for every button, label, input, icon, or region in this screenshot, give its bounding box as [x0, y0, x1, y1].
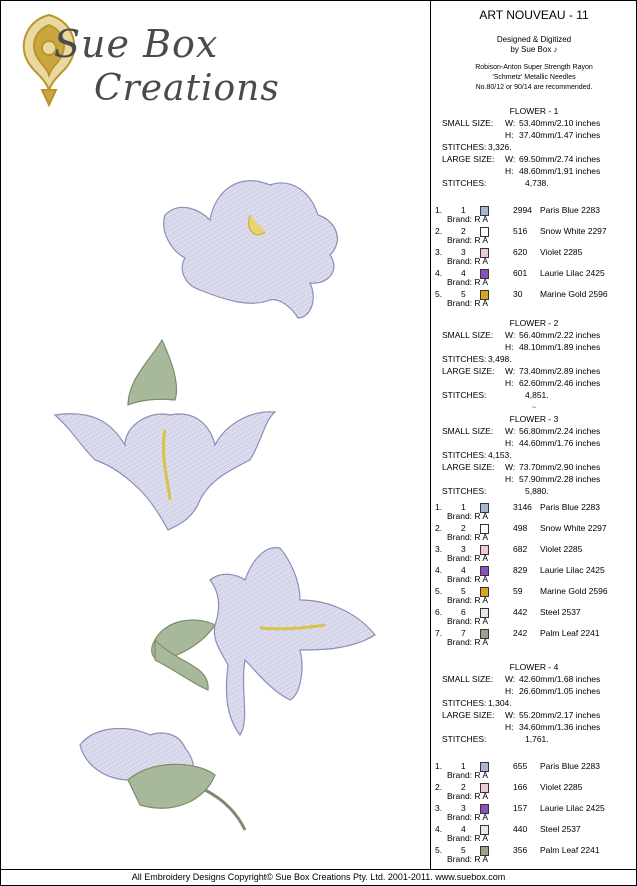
- thread-brand: Brand: R A: [447, 235, 489, 245]
- spec-value: 4,738.: [525, 178, 549, 188]
- thread-brand: Brand: R A: [447, 833, 489, 843]
- spec-label: SMALL SIZE:: [442, 426, 494, 436]
- flower-title: FLOWER - 2: [509, 318, 559, 328]
- thread-name: Marine Gold 2596: [540, 586, 608, 596]
- thread-name: Steel 2537: [540, 824, 581, 834]
- spec-key: W:: [505, 154, 516, 164]
- info-column: [431, 0, 637, 869]
- thread-name: Palm Leaf 2241: [540, 628, 600, 638]
- spec-key: W:: [505, 710, 516, 720]
- thread-name: Paris Blue 2283: [540, 761, 601, 771]
- thread-brand: Brand: R A: [447, 511, 489, 521]
- spec-key: W:: [505, 426, 516, 436]
- designed-by-line2: by Sue Box ♪: [510, 45, 558, 54]
- thread-sequence: 2: [461, 782, 466, 792]
- thread-code: 59: [513, 586, 523, 596]
- spec-label: SMALL SIZE:: [442, 330, 494, 340]
- thread-code: 620: [513, 247, 528, 257]
- thread-number: 1.: [435, 502, 443, 512]
- footer-copyright: All Embroidery Designs Copyright© Sue Box Creations Pty. Ltd. 2001-2011. www.suebox.com: [131, 872, 506, 882]
- thread-sequence: 7: [461, 628, 466, 638]
- spec-key: W:: [505, 366, 516, 376]
- designed-by-line1: Designed & Digitized: [496, 35, 572, 44]
- separator: ~: [531, 403, 537, 412]
- flower-3-artwork: [152, 548, 375, 735]
- thread-brand: Brand: R A: [447, 854, 489, 864]
- footer-divider: [0, 869, 637, 870]
- spec-key: H:: [505, 378, 514, 388]
- spec-key: H:: [505, 130, 514, 140]
- thread-sequence: 1: [461, 502, 466, 512]
- thread-name: Marine Gold 2596: [540, 289, 608, 299]
- spec-value: 55.20mm/2.17 inches: [519, 710, 601, 720]
- thread-number: 5.: [435, 289, 443, 299]
- thread-sequence: 2: [461, 523, 466, 533]
- thread-code: 2994: [513, 205, 532, 215]
- thread-number: 1.: [435, 205, 443, 215]
- thread-name: Violet 2285: [540, 544, 583, 554]
- spec-value: 56.40mm/2.22 inches: [519, 330, 601, 340]
- spec-value: 26.60mm/1.05 inches: [519, 686, 601, 696]
- spec-value: 5,880.: [525, 486, 549, 496]
- thread-sequence: 6: [461, 607, 466, 617]
- thread-sequence: 3: [461, 544, 466, 554]
- spec-value: 3,498.: [488, 354, 512, 364]
- thread-sequence: 5: [461, 845, 466, 855]
- thread-sequence: 2: [461, 226, 466, 236]
- spec-value: 44.60mm/1.76 inches: [519, 438, 601, 448]
- thread-number: 3.: [435, 803, 443, 813]
- thread-code: 3146: [513, 502, 532, 512]
- spec-label: LARGE SIZE:: [442, 154, 495, 164]
- thread-brand: Brand: R A: [447, 791, 489, 801]
- thread-number: 7.: [435, 628, 443, 638]
- thread-sequence: 1: [461, 761, 466, 771]
- spec-key: W:: [505, 330, 516, 340]
- thread-sequence: 1: [461, 205, 466, 215]
- thread-name: Paris Blue 2283: [540, 205, 601, 215]
- spec-key: H:: [505, 686, 514, 696]
- thread-number: 1.: [435, 761, 443, 771]
- thread-sequence: 4: [461, 824, 466, 834]
- spec-key: H:: [505, 474, 514, 484]
- thread-number: 4.: [435, 268, 443, 278]
- thread-brand: Brand: R A: [447, 637, 489, 647]
- logo-text-line2: Creations: [94, 68, 280, 109]
- thread-number: 4.: [435, 824, 443, 834]
- thread-code: 601: [513, 268, 528, 278]
- thread-sequence: 4: [461, 565, 466, 575]
- spec-value: 37.40mm/1.47 inches: [519, 130, 601, 140]
- thread-note-line3: No.80/12 or 90/14 are recommended.: [475, 84, 593, 91]
- spec-label: SMALL SIZE:: [442, 674, 494, 684]
- thread-note-line2: 'Schmetz' Metallic Needles: [492, 74, 576, 81]
- thread-brand: Brand: R A: [447, 214, 489, 224]
- thread-brand: Brand: R A: [447, 595, 489, 605]
- thread-brand: Brand: R A: [447, 532, 489, 542]
- thread-brand: Brand: R A: [447, 277, 489, 287]
- spec-key: W:: [505, 462, 516, 472]
- flower-title: FLOWER - 1: [509, 106, 559, 116]
- thread-sequence: 3: [461, 247, 466, 257]
- spec-value: 57.90mm/2.28 inches: [519, 474, 601, 484]
- thread-brand: Brand: R A: [447, 770, 489, 780]
- spec-label: STITCHES:: [442, 354, 487, 364]
- thread-code: 30: [513, 289, 523, 299]
- spec-value: 42.60mm/1.68 inches: [519, 674, 601, 684]
- spec-key: H:: [505, 722, 514, 732]
- thread-brand: Brand: R A: [447, 574, 489, 584]
- spec-label: STITCHES:: [442, 486, 487, 496]
- thread-number: 2.: [435, 523, 443, 533]
- spec-key: W:: [505, 674, 516, 684]
- thread-brand: Brand: R A: [447, 812, 489, 822]
- spec-label: SMALL SIZE:: [442, 118, 494, 128]
- spec-label: STITCHES:: [442, 734, 487, 744]
- thread-brand: Brand: R A: [447, 298, 489, 308]
- thread-code: 655: [513, 761, 528, 771]
- spec-value: 48.60mm/1.91 inches: [519, 166, 601, 176]
- thread-code: 166: [513, 782, 528, 792]
- flower-title: FLOWER - 3: [509, 414, 559, 424]
- thread-code: 682: [513, 544, 528, 554]
- thread-number: 2.: [435, 782, 443, 792]
- spec-value: 73.70mm/2.90 inches: [519, 462, 601, 472]
- spec-value: 34.60mm/1.36 inches: [519, 722, 601, 732]
- thread-brand: Brand: R A: [447, 616, 489, 626]
- thread-name: Snow White 2297: [540, 226, 607, 236]
- flower-1-artwork: [164, 181, 338, 318]
- spec-value: 4,153.: [488, 450, 512, 460]
- thread-number: 5.: [435, 586, 443, 596]
- spec-key: H:: [505, 438, 514, 448]
- thread-code: 442: [513, 607, 528, 617]
- spec-label: STITCHES:: [442, 142, 487, 152]
- thread-name: Steel 2537: [540, 607, 581, 617]
- thread-number: 3.: [435, 544, 443, 554]
- spec-label: STITCHES:: [442, 178, 487, 188]
- spec-key: H:: [505, 166, 514, 176]
- thread-name: Paris Blue 2283: [540, 502, 601, 512]
- spec-key: W:: [505, 118, 516, 128]
- spec-value: 48.10mm/1.89 inches: [519, 342, 601, 352]
- spec-label: LARGE SIZE:: [442, 366, 495, 376]
- logo-text-line1: Sue Box: [54, 22, 219, 66]
- spec-value: 73.40mm/2.89 inches: [519, 366, 601, 376]
- thread-name: Palm Leaf 2241: [540, 845, 600, 855]
- thread-code: 829: [513, 565, 528, 575]
- spec-label: STITCHES:: [442, 450, 487, 460]
- spec-label: LARGE SIZE:: [442, 710, 495, 720]
- spec-label: STITCHES:: [442, 390, 487, 400]
- spec-label: LARGE SIZE:: [442, 462, 495, 472]
- spec-value: 1,761.: [525, 734, 549, 744]
- thread-number: 5.: [435, 845, 443, 855]
- flower-title: FLOWER - 4: [509, 662, 559, 672]
- flower-2-artwork: [55, 340, 275, 530]
- thread-code: 440: [513, 824, 528, 834]
- spec-label: STITCHES:: [442, 698, 487, 708]
- spec-value: 69.50mm/2.74 inches: [519, 154, 601, 164]
- thread-name: Violet 2285: [540, 782, 583, 792]
- thread-number: 3.: [435, 247, 443, 257]
- spec-value: 56.80mm/2.24 inches: [519, 426, 601, 436]
- spec-value: 53.40mm/2.10 inches: [519, 118, 601, 128]
- thread-sequence: 5: [461, 586, 466, 596]
- spec-key: H:: [505, 342, 514, 352]
- spec-value: 4,851.: [525, 390, 549, 400]
- design-title: ART NOUVEAU - 11: [479, 8, 589, 22]
- thread-number: 4.: [435, 565, 443, 575]
- thread-brand: Brand: R A: [447, 553, 489, 563]
- thread-code: 157: [513, 803, 528, 813]
- thread-code: 498: [513, 523, 528, 533]
- thread-note-line1: Robison-Anton Super Strength Rayon: [475, 64, 593, 71]
- thread-brand: Brand: R A: [447, 256, 489, 266]
- thread-number: 2.: [435, 226, 443, 236]
- thread-name: Laurie Lilac 2425: [540, 565, 605, 575]
- spec-value: 1,304.: [488, 698, 512, 708]
- thread-code: 516: [513, 226, 528, 236]
- thread-code: 356: [513, 845, 528, 855]
- thread-name: Laurie Lilac 2425: [540, 803, 605, 813]
- spec-value: 3,326.: [488, 142, 512, 152]
- thread-name: Snow White 2297: [540, 523, 607, 533]
- thread-name: Violet 2285: [540, 247, 583, 257]
- spec-value: 62.60mm/2.46 inches: [519, 378, 601, 388]
- thread-sequence: 5: [461, 289, 466, 299]
- flower-4-artwork: [80, 728, 245, 830]
- thread-sequence: 3: [461, 803, 466, 813]
- thread-code: 242: [513, 628, 528, 638]
- thread-name: Laurie Lilac 2425: [540, 268, 605, 278]
- thread-sequence: 4: [461, 268, 466, 278]
- thread-number: 6.: [435, 607, 443, 617]
